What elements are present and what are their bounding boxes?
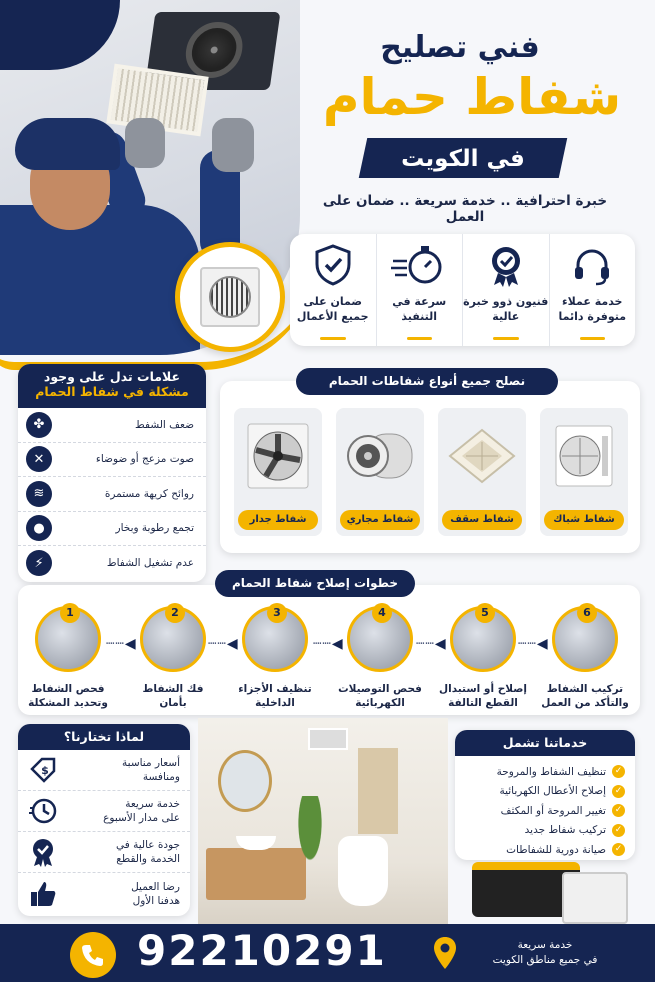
fan-type-label: شفاط جدار [238, 510, 318, 530]
check-icon: ✓ [612, 765, 625, 778]
phone-number[interactable]: 92210291 [137, 926, 387, 975]
fan-type-card [438, 408, 526, 536]
step-image [140, 606, 206, 672]
thumbs-up-icon [28, 879, 58, 909]
step-image [347, 606, 413, 672]
mirror [218, 750, 272, 812]
window-fan-icon [548, 416, 620, 496]
quality-badge-icon [28, 837, 58, 867]
feature-label: ضمان على جميع الأعمال [296, 295, 369, 323]
glove-icon [212, 118, 254, 172]
why-us-title: لماذا تختارنا؟ [18, 724, 190, 750]
list-item: ✓ صيانة دورية للشفاطات [455, 840, 635, 860]
exhaust-fan-circle [175, 242, 285, 352]
title-line3: في الكويت [401, 146, 525, 172]
services-title: خدماتنا تشمل [455, 730, 635, 756]
features-panel [290, 234, 635, 346]
list-item: جودة عالية في الخدمة والقطع [18, 832, 190, 873]
stopwatch-icon [377, 240, 463, 290]
bathroom-photo [198, 718, 448, 924]
list-item: ✓ تنظيف الشفاط والمروحة [455, 762, 635, 782]
problems-title-line1: علامات تدل على وجود [43, 369, 181, 384]
duct-fan-icon [344, 416, 416, 496]
toilet [338, 836, 388, 906]
list-item: روائح كريهة مستمرة ≋ [18, 477, 206, 512]
headset-icon [550, 240, 636, 290]
list-item: ضعف الشفط ✤ [18, 408, 206, 443]
feature-label: فنيون ذوو خبرة عالية [463, 295, 549, 323]
clock-icon [28, 796, 58, 826]
tagline: خبرة احترافية .. خدمة سريعة .. ضمان على العمل [322, 193, 608, 225]
wall-fan-icon [242, 416, 314, 496]
list-item: صوت مزعج أو ضوضاء ✕ [18, 443, 206, 478]
award-badge-icon [463, 240, 549, 290]
arrow-icon: ◀┈┈ [208, 636, 239, 652]
list-item: خدمة سريعة على مدار الأسبوع [18, 791, 190, 832]
list-item: أسعار مناسبة ومنافسة $ [18, 750, 190, 791]
check-icon: ✓ [612, 824, 625, 837]
fan-type-card [336, 408, 424, 536]
step-number: 2 [165, 603, 185, 623]
check-icon: ✓ [612, 804, 625, 817]
step-image [450, 606, 516, 672]
fan-type-card [540, 408, 628, 536]
step-image [242, 606, 308, 672]
feature-label: خدمة عملاء متوفرة دائما [558, 295, 627, 323]
glove-icon [125, 118, 165, 168]
step-item: 4 فحص التوصيلات الكهربائية [330, 606, 430, 710]
title-line1: فني تصليح [380, 30, 540, 65]
fan-product-illustration [562, 872, 628, 924]
feature-item [462, 234, 549, 346]
footer-location-text: خدمة سريعة في جميع مناطق الكويت [492, 939, 598, 966]
shelf [358, 748, 398, 834]
problems-header [18, 364, 206, 408]
fan-type-label: شفاط مجاري [340, 510, 420, 530]
feature-item [290, 234, 376, 346]
ceiling-vent [308, 728, 348, 750]
check-icon: ✓ [612, 843, 625, 856]
fan-type-card [234, 408, 322, 536]
feature-item [549, 234, 636, 346]
steps-title: خطوات إصلاح شفاط الحمام [215, 570, 415, 597]
shield-check-icon [290, 240, 376, 290]
fan-icon: ✤ [26, 412, 52, 438]
step-number: 6 [577, 603, 597, 623]
step-image [552, 606, 618, 672]
step-item: 1 فحص الشفاط وتحديد المشكلة [18, 606, 118, 710]
price-tag-icon [28, 755, 58, 785]
ceiling-fan-icon [446, 416, 518, 496]
step-item: 3 تنظيف الأجزاء الداخلية [225, 606, 325, 710]
speaker-mute-icon: ✕ [26, 446, 52, 472]
step-number: 4 [372, 603, 392, 623]
arrow-icon: ◀┈┈ [106, 636, 137, 652]
power-failure-icon: ⚡ [26, 550, 52, 576]
list-item: عدم تشغيل الشفاط ⚡ [18, 546, 206, 581]
phone-icon[interactable] [70, 932, 116, 978]
water-drop-icon: ● [26, 515, 52, 541]
feature-item [376, 234, 463, 346]
arrow-icon: ◀┈┈ [313, 636, 344, 652]
location-pin-icon [432, 936, 458, 974]
arrow-icon: ◀┈┈ [518, 636, 549, 652]
title-line2: شفاط حمام [322, 68, 622, 126]
fan-type-label: شفاط سقف [442, 510, 522, 530]
list-item: رضا العميل هدفنا الأول [18, 873, 190, 914]
step-number: 5 [475, 603, 495, 623]
step-item: 6 تركيب الشفاط والتأكد من العمل [535, 606, 635, 710]
technician-cap [15, 118, 120, 170]
services-panel [455, 730, 635, 860]
step-item: 5 إصلاح أو استبدال القطع التالفة [433, 606, 533, 710]
list-item: ✓ تغيير المروحة أو المكثف [455, 801, 635, 821]
list-item: تجمع رطوبة وبخار ● [18, 512, 206, 547]
svg-text:$: $ [41, 764, 49, 777]
fan-type-label: شفاط شباك [544, 510, 624, 530]
step-image [35, 606, 101, 672]
step-number: 1 [60, 603, 80, 623]
problems-title-line2: مشكلة في شفاط الحمام [35, 384, 189, 399]
fan-types-title: نصلح جميع أنواع شفاطات الحمام [296, 368, 558, 395]
why-us-panel [18, 724, 190, 916]
feature-label: سرعة في التنفيذ [392, 295, 447, 323]
list-item: ✓ تركيب شفاط جديد [455, 821, 635, 841]
step-number: 3 [267, 603, 287, 623]
plant [290, 796, 330, 886]
check-icon: ✓ [612, 785, 625, 798]
list-item: ✓ إصلاح الأعطال الكهربائية [455, 782, 635, 802]
arrow-icon: ◀┈┈ [416, 636, 447, 652]
step-item: 2 فك الشفاط بأمان [123, 606, 223, 710]
odor-waves-icon: ≋ [26, 481, 52, 507]
problems-panel [18, 364, 206, 582]
